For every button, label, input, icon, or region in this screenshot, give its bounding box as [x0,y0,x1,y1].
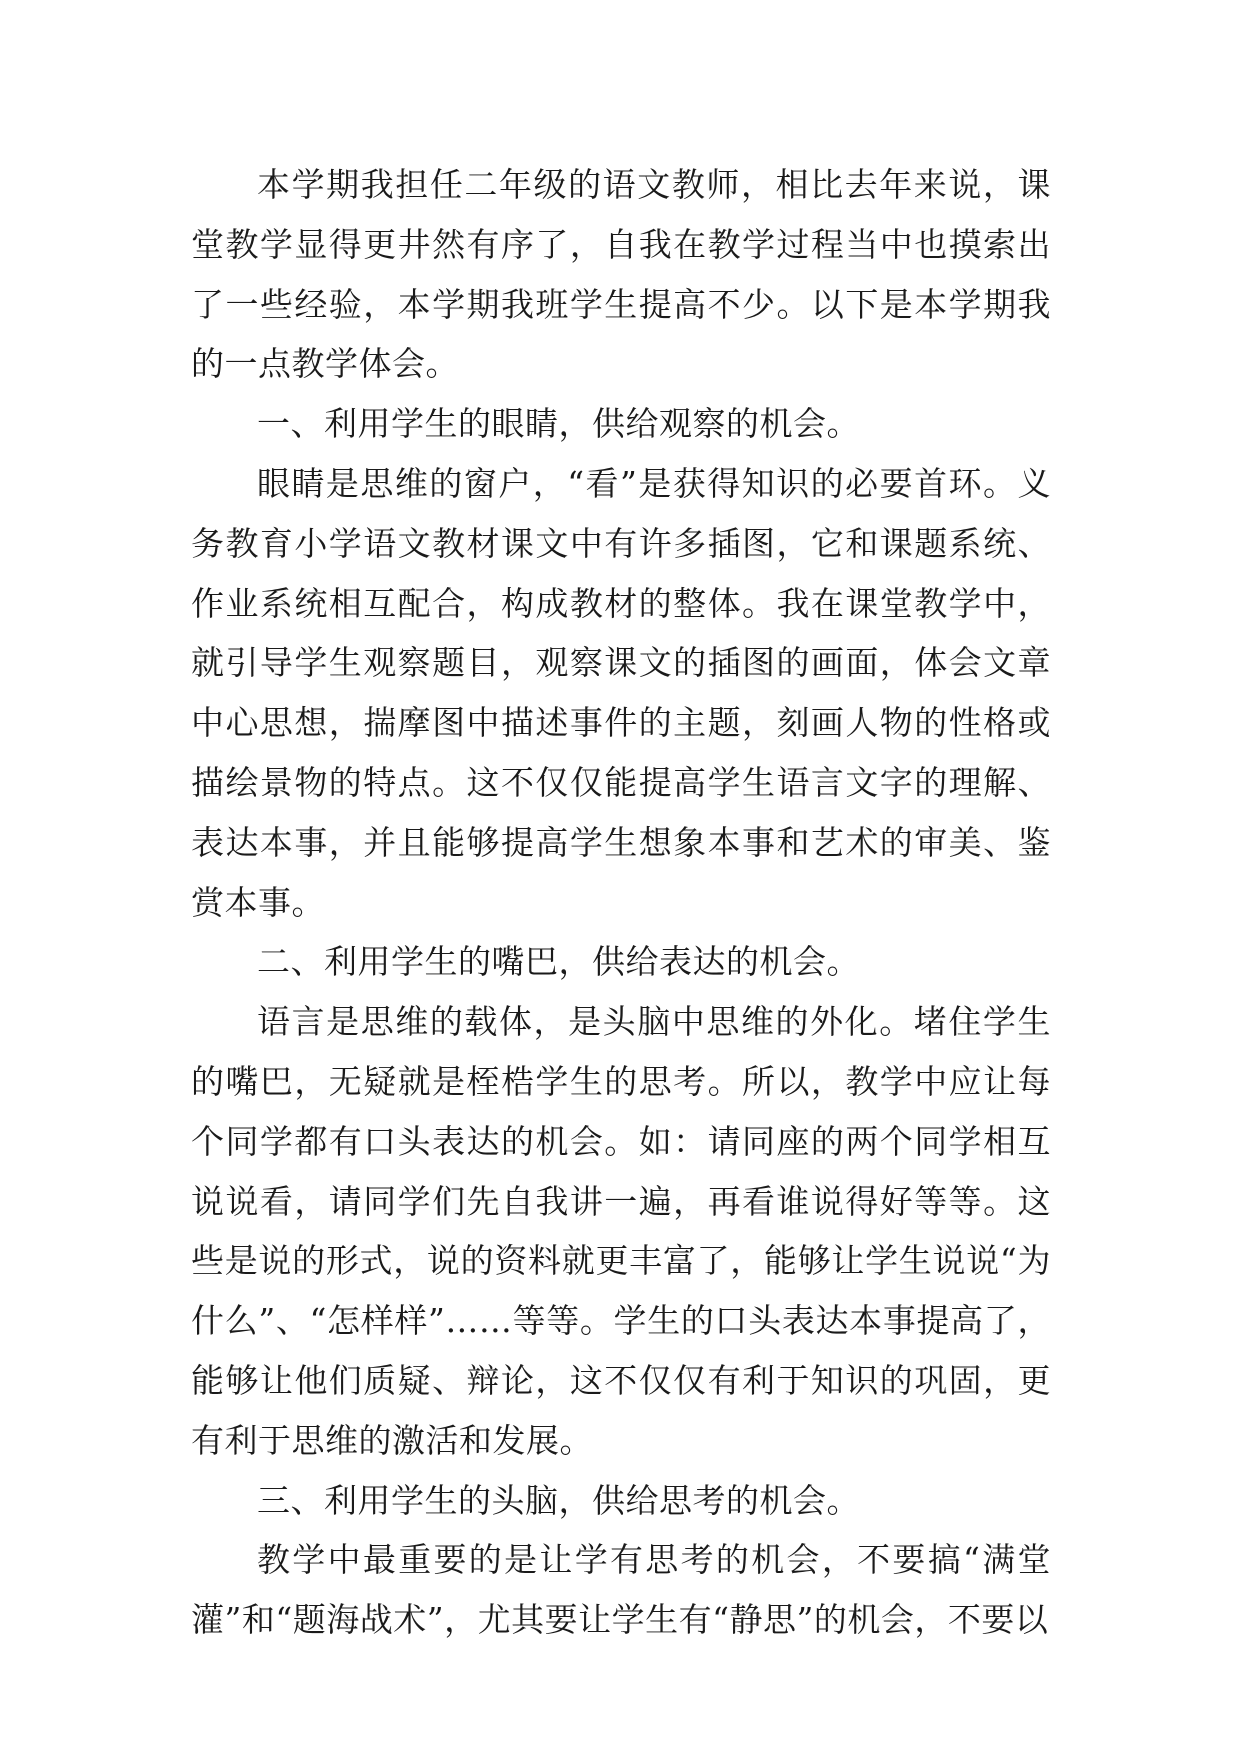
mouth-paragraph: 语言是思维的载体，是头脑中思维的外化。堵住学生的嘴巴，无疑就是桎梏学生的思考。所以，教学中应让每个同学都有口头表达的机会。如：请同座的两个同学相互说说看，请同学们先自我讲一遍，再看谁说得好等等。这些是说的形式，说的资料就更丰富了，能够让学生说说“为什么”、“怎样样”……等等。学生的口头表达本事提高了，能够让他们质疑、辩论，这不仅仅有利于知识的巩固，更有利于思维的激活和发展。 [191,1002,1051,1460]
eyes-paragraph: 眼睛是思维的窗户，“看”是获得知识的必要首环。义务教育小学语文教材课文中有许多插图，它和课题系统、作业系统相互配合，构成教材的整体。我在课堂教学中，就引导学生观察题目，观察课文的插图的画面，体会文章中心思想，揣摩图中描述事件的主题，刻画人物的性格或描绘景物的特点。这不仅仅能提高学生语言文字的理解、表达本事，并且能够提高学生想象本事和艺术的审美、鉴赏本事。 [191,463,1051,922]
section-heading-eyes: 一、利用学生的眼睛，供给观察的机会。 [257,404,860,444]
document-page [191,155,1051,1650]
intro-paragraph: 本学期我担任二年级的语文教师，相比去年来说，课堂教学显得更井然有序了，自我在教学过程当中也摸索出了一些经验，本学期我班学生提高不少。以下是本学期我的一点教学体会。 [191,165,1051,384]
section-heading-mouth: 二、利用学生的嘴巴，供给表达的机会。 [257,942,860,982]
brain-paragraph: 教学中最重要的是让学有思考的机会，不要搞“满堂灌”和“题海战术”，尤其要让学生有“静思”的机会，不要以 [191,1540,1051,1640]
section-heading-brain: 三、利用学生的头脑，供给思考的机会。 [257,1480,860,1520]
